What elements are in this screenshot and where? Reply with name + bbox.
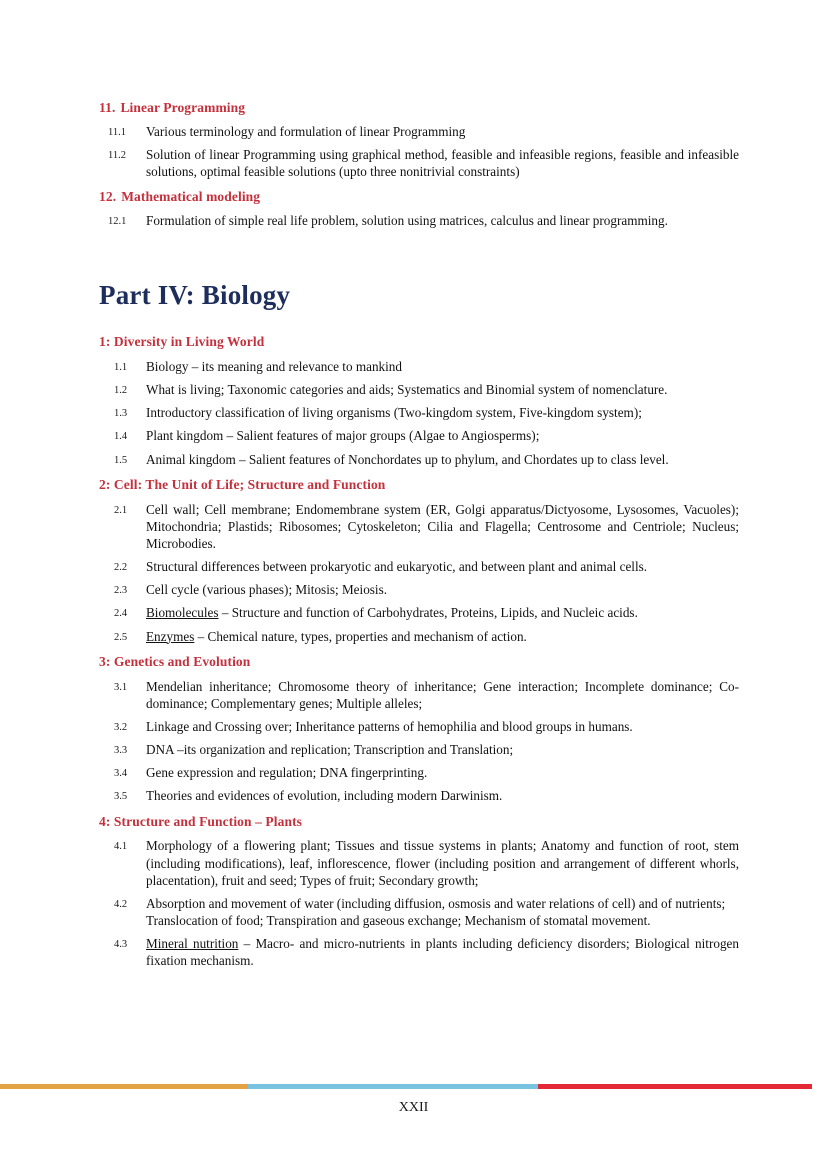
list-item xyxy=(99,212,739,229)
item-text: Biology – its meaning and relevance to mankind xyxy=(146,358,402,374)
list-item xyxy=(99,628,739,645)
item-text-rest: – Chemical nature, types, properties and mechanism of action. xyxy=(194,628,527,644)
footer-color-bar xyxy=(0,1084,827,1089)
footer-bar-blue-segment xyxy=(248,1084,538,1089)
item-text: Theories and evidences of evolution, including modern Darwinism. xyxy=(146,788,503,804)
item-number: 3.2 xyxy=(114,721,128,733)
section-heading-1: 1: Diversity in Living World xyxy=(99,334,265,350)
list-item xyxy=(99,358,739,375)
item-emphasis: Biomolecules xyxy=(146,605,219,621)
item-emphasis: Mineral nutrition xyxy=(146,936,239,952)
item-number: 3.3 xyxy=(114,745,128,757)
item-text: Introductory classification of living organisms (Two-kingdom system, Five-kingdom system); xyxy=(146,405,642,421)
item-number: 2.4 xyxy=(114,608,128,620)
item-number: 1.2 xyxy=(114,385,128,397)
item-text: Linkage and Crossing over; Inheritance patterns of hemophilia and blood groups in humans. xyxy=(146,718,633,734)
item-number: 3.1 xyxy=(114,681,128,693)
item-number: 2.1 xyxy=(114,504,128,516)
heading-11-title: Linear Programming xyxy=(120,100,246,115)
item-number: 1.5 xyxy=(114,454,128,466)
list-item xyxy=(99,146,739,180)
heading-11-number: 11. xyxy=(99,100,116,115)
item-text: Cell cycle (various phases); Mitosis; Meiosis. xyxy=(146,582,388,598)
section-heading-2: 2: Cell: The Unit of Life; Structure and Function xyxy=(99,476,386,492)
list-item xyxy=(99,451,739,468)
list-item xyxy=(99,558,739,575)
section-spacer xyxy=(99,235,739,281)
list-item xyxy=(99,123,739,140)
list-item xyxy=(99,787,739,804)
item-text xyxy=(146,604,739,621)
item-number: 1.4 xyxy=(114,431,128,443)
part-title: Part IV: Biology xyxy=(99,280,291,311)
item-text-rest: – Structure and function of Carbohydrates, Proteins, Lipids, and Nucleic acids. xyxy=(218,605,638,621)
item-text: Absorption and movement of water (including diffusion, osmosis and water relations of cell) and of nutrients; Translocation of food; Transpiration and gaseous exchange; Mechanism of stomatal movement. xyxy=(146,895,726,928)
list-item xyxy=(99,381,739,398)
item-number: 12.1 xyxy=(108,216,127,228)
list-item xyxy=(99,604,739,621)
section-heading-3: 3: Genetics and Evolution xyxy=(99,653,251,669)
item-number: 3.4 xyxy=(114,768,128,780)
list-item xyxy=(99,718,739,735)
list-item xyxy=(99,501,739,552)
item-text: Structural differences between prokaryotic and eukaryotic, and between plant and animal cells. xyxy=(146,559,648,575)
item-text: What is living; Taxonomic categories and aids; Systematics and Binomial system of nomenclature. xyxy=(146,382,668,398)
list-item xyxy=(99,895,739,929)
item-emphasis: Enzymes xyxy=(146,628,195,644)
item-number: 3.5 xyxy=(114,791,128,803)
heading-12-title: Mathematical modeling xyxy=(121,189,261,205)
item-text: Plant kingdom – Salient features of major groups (Algae to Angiosperms); xyxy=(146,428,540,444)
item-number: 4.2 xyxy=(114,898,128,910)
footer-bar-orange-segment xyxy=(0,1084,248,1089)
heading-11 xyxy=(99,100,739,117)
list-item xyxy=(99,935,739,969)
item-number: 2.2 xyxy=(114,562,128,574)
item-number: 11.2 xyxy=(108,150,126,162)
item-text: Morphology of a flowering plant; Tissues and tissue systems in plants; Anatomy and function of root, stem (including modifications), leaf, inflorescence, flower (including position and arrangement of different whorls, placentation), fruit and seed; Types of fruit; Secondary growth; xyxy=(146,838,739,888)
list-item xyxy=(99,678,739,712)
item-text-rest: – Macro- and micro-nutrients in plants including deficiency disorders; Biological nitrogen fixation mechanism. xyxy=(146,936,739,969)
item-number: 2.3 xyxy=(114,585,128,597)
item-text: DNA –its organization and replication; Transcription and Translation; xyxy=(146,742,514,758)
list-item xyxy=(99,764,739,781)
item-text: Gene expression and regulation; DNA fingerprinting. xyxy=(146,765,428,781)
heading-12-number: 12. xyxy=(99,189,117,205)
list-item xyxy=(99,427,739,444)
item-number: 4.1 xyxy=(114,841,128,853)
part-spacer xyxy=(99,311,739,334)
list-item xyxy=(99,741,739,758)
item-text: Various terminology and formulation of linear Programming xyxy=(146,123,466,139)
footer-bar-red-segment xyxy=(538,1084,812,1089)
section-heading-4: 4: Structure and Function – Plants xyxy=(99,813,303,829)
item-number: 4.3 xyxy=(114,939,128,951)
item-number: 2.5 xyxy=(114,631,128,643)
item-number: 1.1 xyxy=(114,361,128,373)
item-text: Cell wall; Cell membrane; Endomembrane system (ER, Golgi apparatus/Dictyosome, Lysosomes, Vacuoles); Mitochondria; Plastids; Ribosomes; Cytoskeleton; Cilia and Flagella; Centrosome and Centriole; Nucleus; Microbodies. xyxy=(146,501,739,551)
page-content xyxy=(99,100,739,975)
page-number: XXII xyxy=(398,1100,429,1115)
list-item xyxy=(99,837,739,888)
item-text xyxy=(146,628,739,645)
item-number: 1.3 xyxy=(114,408,128,420)
list-item xyxy=(99,581,739,598)
list-item xyxy=(99,404,739,421)
heading-12 xyxy=(99,189,739,206)
item-text xyxy=(146,935,739,969)
item-text: Animal kingdom – Salient features of Nonchordates up to phylum, and Chordates up to class level. xyxy=(146,451,669,467)
item-number: 11.1 xyxy=(108,126,126,138)
item-text: Mendelian inheritance; Chromosome theory of inheritance; Gene interaction; Incomplete dominance; Co-dominance; Complementary genes; Multiple alleles; xyxy=(146,678,739,711)
item-text: Formulation of simple real life problem, solution using matrices, calculus and linear programming. xyxy=(146,213,668,229)
item-text: Solution of linear Programming using graphical method, feasible and infeasible regions, feasible and infeasible solutions, optimal feasible solutions (upto three nonitrivial constraints) xyxy=(146,147,739,180)
